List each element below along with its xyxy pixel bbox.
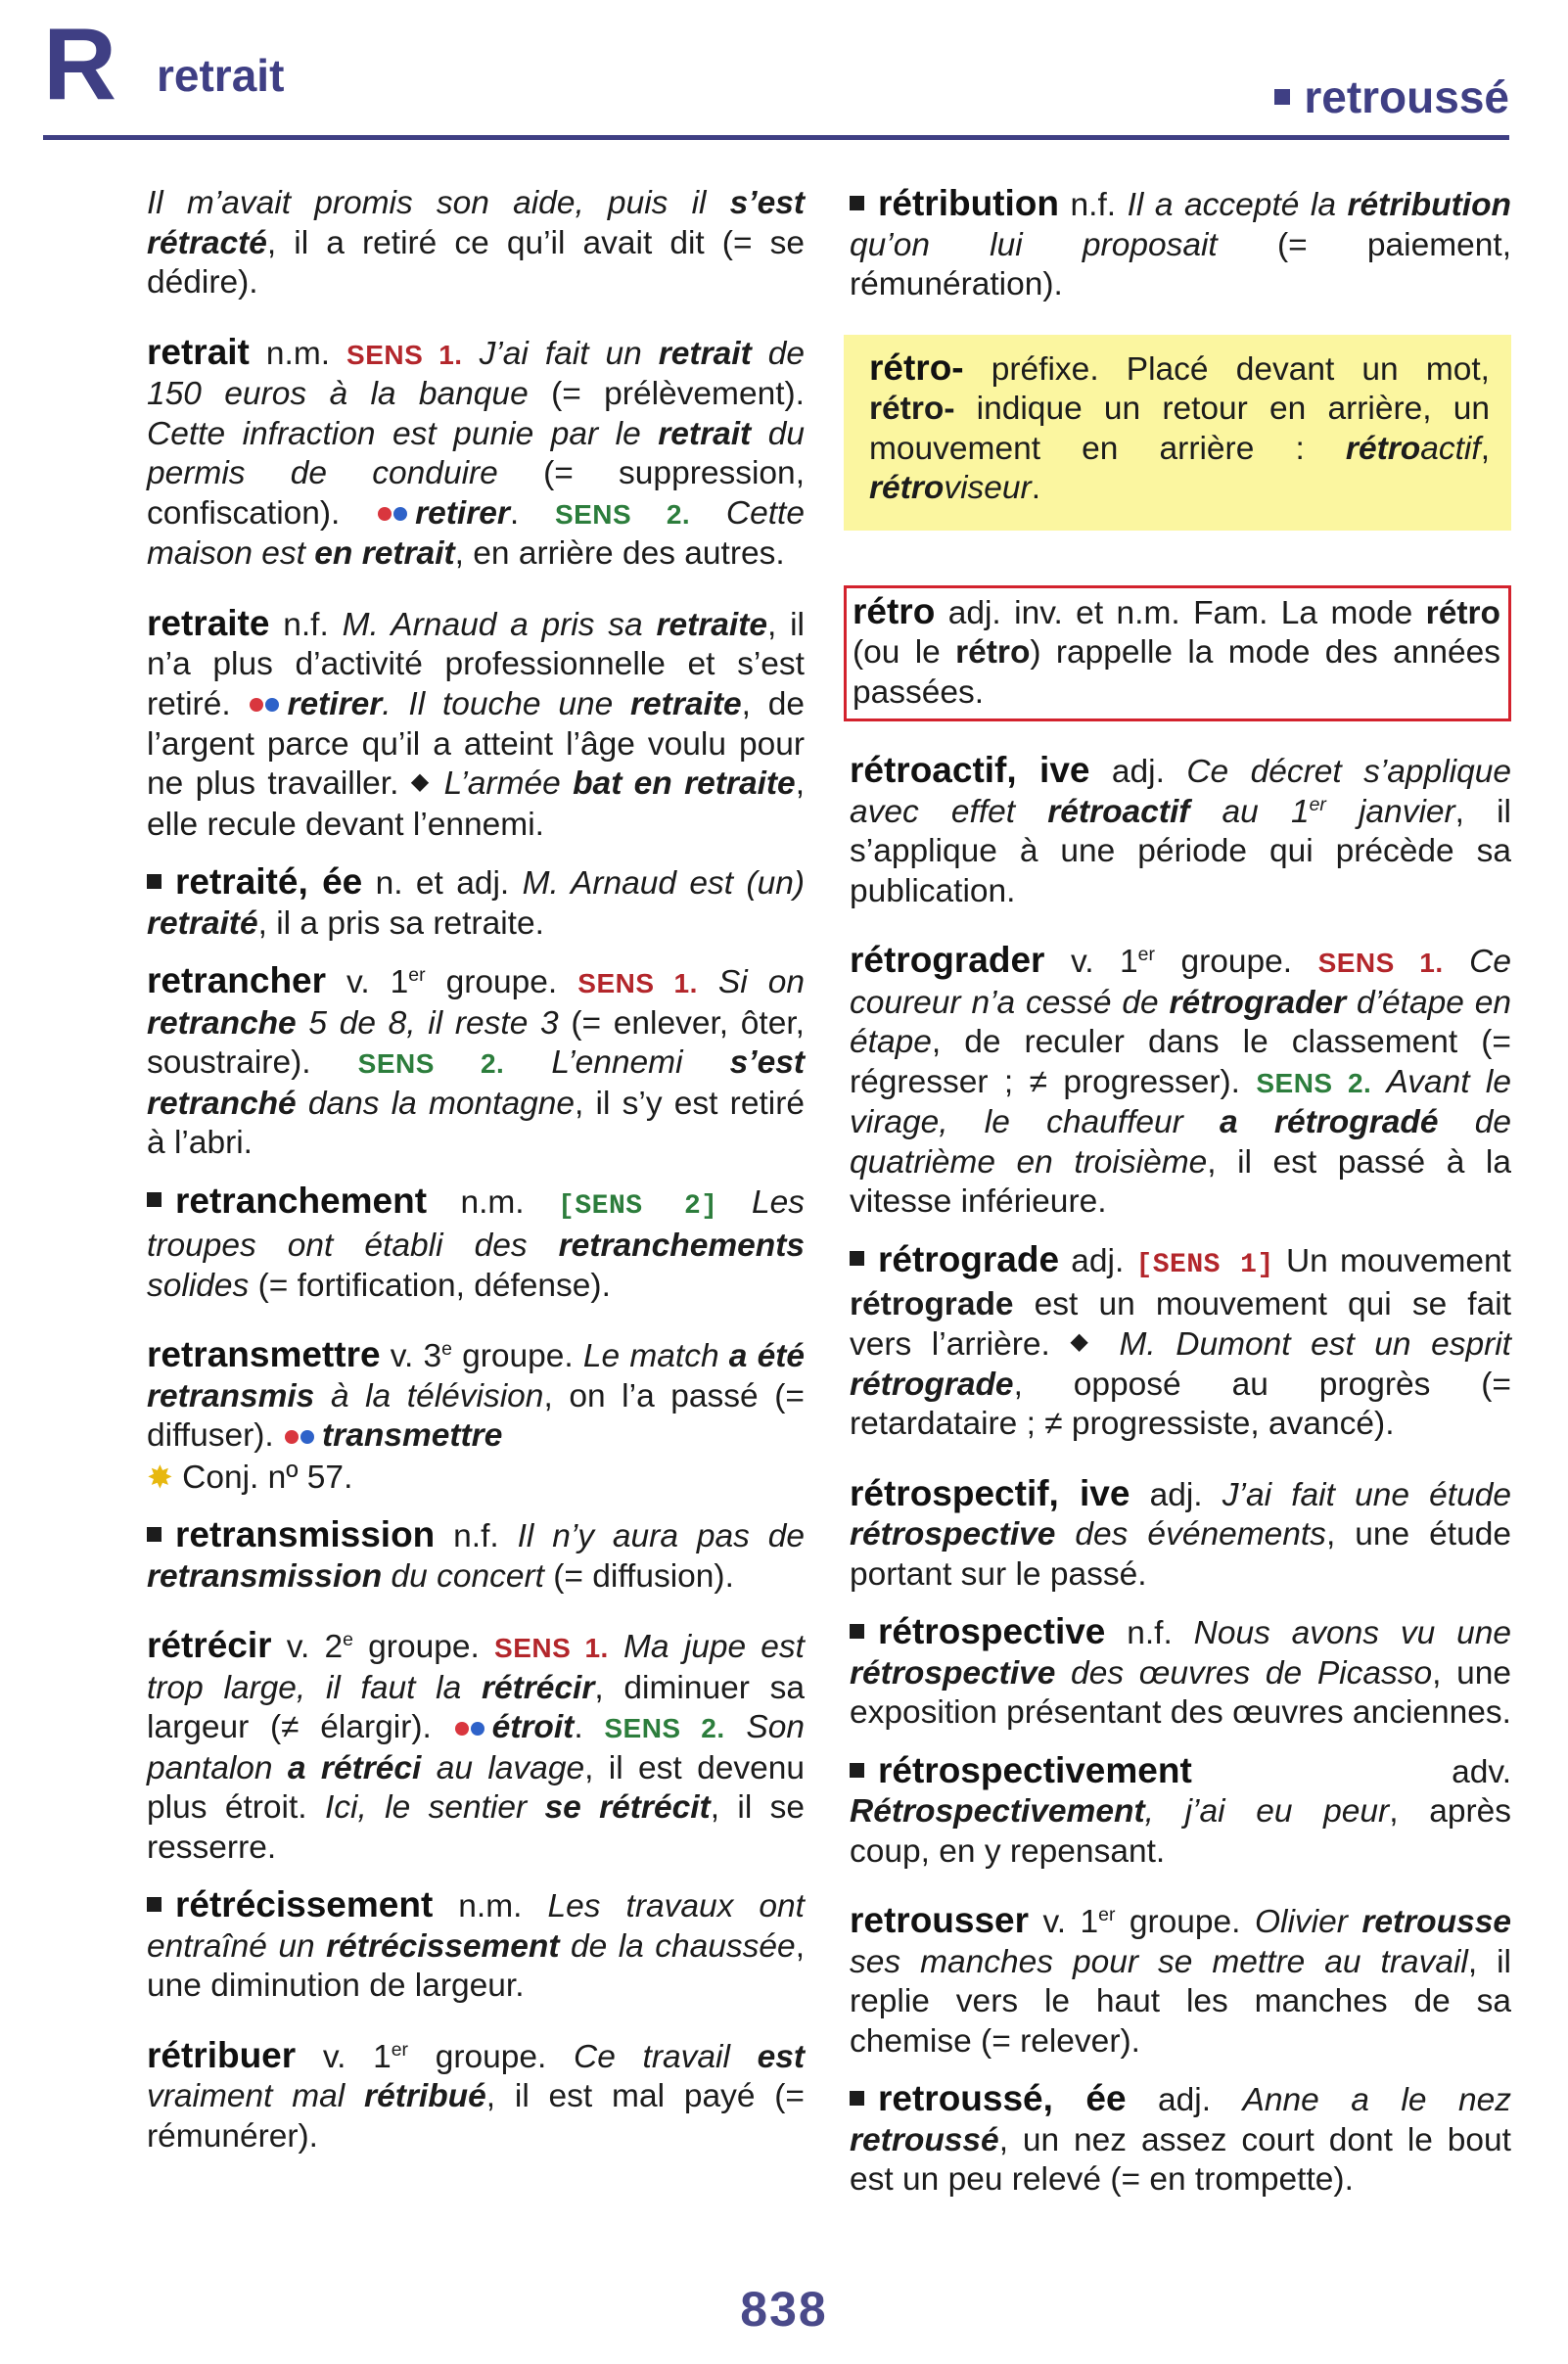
definition-text: , il se resserre.: [147, 1789, 805, 1866]
example-keyword: retrait: [658, 335, 752, 372]
example-text: Le match: [582, 1338, 729, 1375]
entry-retranchement: [147, 1182, 805, 1307]
example-keyword: rétrospective: [850, 1516, 1056, 1553]
entry-retrospectivement: [850, 1751, 1511, 1873]
definition-text: , de l’argent parce qu’il a atteint l’âge voulu pour ne plus travailler.: [147, 685, 805, 803]
definition-text: , un nez assez court dont le bout est un peu relevé (= en trompette).: [850, 2121, 1511, 2199]
square-bullet-icon: [147, 1897, 161, 1912]
example-text: Ma jupe est trop large, il faut la: [147, 1629, 805, 1706]
sense-label: SENS 2.: [604, 1713, 725, 1744]
example-keyword: rétrécissement: [326, 1927, 560, 1965]
entry-retrousser: [850, 1901, 1511, 2062]
page-header: [0, 0, 1568, 157]
example-keyword: rétribué: [364, 2078, 486, 2115]
grammar-label: v. 1: [296, 2038, 392, 2075]
grammar-label: n.m.: [249, 335, 347, 372]
grammar-label: groupe.: [451, 1338, 583, 1375]
entry-retribuer: [147, 2036, 805, 2157]
example-text: d’étape en étape: [850, 984, 1511, 1060]
grammar-label: adj.: [1059, 1242, 1136, 1279]
headword: rétro: [853, 590, 936, 631]
sense-label: [SENS 1]: [1135, 1249, 1274, 1280]
example-keyword: rétrécir: [481, 1669, 595, 1706]
left-column: [147, 184, 805, 2186]
example-keyword: bat en retraite: [573, 765, 796, 803]
example-text: L’ennemi: [504, 1044, 730, 1082]
example-keyword: retrait: [658, 415, 752, 452]
example-text: à la télévision: [314, 1377, 544, 1414]
definition-text: adj. inv. et n.m. Fam. La mode: [935, 594, 1426, 631]
entry-retribution: [850, 184, 1511, 305]
headword: rétroactif, ive: [850, 750, 1090, 790]
cross-reference-word[interactable]: étroit: [491, 1709, 575, 1746]
entry-retrecissement: [147, 1885, 805, 2007]
example-keyword: rétrograder: [1169, 984, 1347, 1021]
prefix-note-box: [844, 335, 1511, 531]
cross-reference-icon: [285, 1414, 316, 1455]
definition-text: , après coup, en y repensant.: [850, 1793, 1511, 1870]
example-text: du concert: [382, 1557, 544, 1595]
entry-retrait: [147, 333, 805, 575]
example-text: J’ai fait un: [462, 335, 659, 372]
example-text: au 1: [1189, 793, 1310, 830]
grammar-label: n. et adj.: [362, 865, 523, 903]
square-bullet-icon: [147, 1527, 161, 1542]
example-keyword: s’est rétracté: [147, 185, 805, 261]
example-keyword: rétribution: [1347, 187, 1511, 223]
example-text: de quatrième en troisième: [850, 1104, 1511, 1181]
headword: retranchement: [175, 1180, 428, 1221]
diamond-icon: ◆: [1070, 1328, 1099, 1356]
example-keyword: retransmission: [147, 1557, 383, 1595]
entry-continuation: [147, 184, 805, 303]
sense-label: SENS 2.: [1256, 1067, 1372, 1098]
definition-text: , en arrière des autres.: [454, 535, 785, 572]
definition-text: (ou le: [853, 634, 956, 671]
header-last-word: [1274, 70, 1509, 123]
example-text: dans la montagne: [296, 1085, 576, 1122]
headword: retransmission: [175, 1514, 436, 1555]
superscript: e: [441, 1338, 452, 1361]
example-text: des événements: [1055, 1516, 1326, 1553]
grammar-label: groupe.: [352, 1629, 495, 1666]
entry-retransmettre: [147, 1335, 805, 1498]
square-bullet-icon: [850, 1763, 864, 1778]
sense-label: SENS 1.: [494, 1633, 609, 1664]
grammar-label: n.m.: [427, 1183, 559, 1221]
grammar-label: v. 1: [326, 964, 409, 1001]
superscript: er: [408, 964, 426, 987]
header-rule: [43, 135, 1509, 140]
definition-text: , il a pris sa retraite.: [257, 904, 544, 942]
example-keyword: retroussé: [850, 2121, 999, 2158]
example-text: viseur: [944, 470, 1032, 506]
example-text: , j’ai eu peur: [1144, 1793, 1390, 1831]
example-keyword: retranchements: [558, 1228, 805, 1265]
grammar-label: v. 1: [1044, 944, 1138, 980]
right-column: [850, 184, 1511, 2230]
definition-text: , une diminution de largeur.: [147, 1927, 805, 2005]
sense-label: SENS 1.: [577, 968, 698, 999]
headword: rétrospectivement: [878, 1749, 1192, 1790]
definition-text: , il est passé à la vitesse inférieure.: [850, 1143, 1511, 1220]
headword: rétro-: [869, 347, 964, 388]
example-keyword: rétrograde: [850, 1286, 1014, 1322]
example-text: M. Dumont est un esprit: [1099, 1325, 1511, 1363]
example-keyword: rétro: [955, 634, 1031, 671]
example-text: L’armée: [432, 765, 574, 803]
example-keyword: rétro-: [869, 391, 955, 427]
entry-retraite: [147, 604, 805, 846]
example-keyword: retrousse: [1361, 1904, 1511, 1941]
entry-retrograde: [850, 1240, 1511, 1445]
definition-text: (= diffusion).: [543, 1557, 734, 1595]
definition-text: , il s’y est retiré à l’abri.: [147, 1085, 805, 1162]
headword: retransmettre: [147, 1334, 381, 1375]
superscript: er: [1137, 943, 1155, 965]
grammar-label: n.f.: [435, 1518, 518, 1555]
sense-label: [SENS 2]: [558, 1190, 718, 1222]
example-text: solides: [147, 1267, 250, 1304]
example-keyword: retraité: [147, 904, 258, 942]
example-text: Il a accepté la: [1127, 187, 1348, 223]
example-keyword: rétro: [869, 470, 945, 506]
definition-text: ,: [1480, 430, 1490, 467]
grammar-label: adj.: [1089, 754, 1187, 790]
definition-text: , une étude portant sur le passé.: [850, 1516, 1511, 1593]
example-text: Ici, le sentier: [324, 1789, 545, 1827]
example-text: M. Arnaud a pris sa: [342, 606, 657, 643]
headword: rétrograde: [878, 1238, 1060, 1279]
definition-text: .: [574, 1709, 605, 1746]
example-keyword: est: [757, 2038, 805, 2075]
example-keyword: se rétrécit: [544, 1789, 711, 1827]
superscript: er: [391, 2038, 409, 2061]
example-text: actif: [1420, 430, 1481, 467]
headword: rétrograder: [850, 940, 1045, 980]
section-letter: R: [43, 8, 117, 121]
headword: rétribution: [878, 183, 1059, 223]
definition-text: (= fortification, défense).: [249, 1267, 611, 1304]
example-text: janvier: [1325, 793, 1455, 830]
definition-text: (= suppression, confiscation).: [147, 455, 805, 532]
headword: retraité, ée: [175, 861, 363, 903]
highlighted-entry-retro: [844, 585, 1511, 722]
example-text: Avant le virage, le chauffeur: [850, 1063, 1511, 1140]
grammar-label: groupe.: [1154, 944, 1318, 980]
cross-reference-word[interactable]: retirer: [415, 494, 510, 532]
definition-text: (= enlever, ôter, soustraire).: [147, 1004, 805, 1082]
definition-text: .: [509, 494, 555, 532]
definition-text: , il est mal payé (= rémunérer).: [147, 2078, 805, 2155]
example-keyword: a rétréci: [287, 1749, 422, 1786]
definition-text: , de reculer dans le classement (= régresser ; ≠ progresser).: [850, 1024, 1511, 1100]
headword: rétrécir: [147, 1625, 272, 1666]
definition-text: , il s’applique à une période qui précède sa publication.: [850, 793, 1511, 909]
header-last-word-text: retroussé: [1304, 71, 1509, 122]
grammar-label: adv.: [1191, 1753, 1511, 1790]
grammar-label: adj.: [1130, 1476, 1222, 1513]
entry-retrecir: [147, 1626, 805, 1868]
definition-text: , une exposition présentant des œuvres anciennes.: [850, 1654, 1511, 1732]
example-text: M. Arnaud est (un): [522, 865, 805, 903]
headword: rétrécissement: [175, 1884, 434, 1925]
example-text: . Il touche une: [382, 685, 631, 722]
example-keyword: en retrait: [314, 535, 455, 572]
definition-text: préfixe. Placé devant un mot,: [963, 350, 1490, 388]
definition-text: , opposé au progrès (= retardataire ; ≠ progressiste, avancé).: [850, 1366, 1511, 1443]
entry-retraite-adj: [147, 862, 805, 944]
entry-retrospective: [850, 1612, 1511, 1734]
cross-reference-word[interactable]: retirer: [287, 685, 383, 722]
example-text: Les travaux ont entraîné un: [147, 1888, 805, 1965]
square-bullet-icon: [850, 1251, 864, 1266]
cross-reference-icon: [250, 682, 281, 722]
entry-retrograder: [850, 941, 1511, 1223]
header-first-word: retrait: [157, 50, 285, 101]
definition-text: , il a retiré ce qu’il avait dit (= se dédire).: [147, 224, 805, 301]
headword: rétrospectif, ive: [850, 1472, 1130, 1513]
diamond-icon: ◆: [410, 768, 433, 796]
example-text: de 150 euros à la banque: [147, 335, 805, 412]
headword: rétribuer: [147, 2034, 297, 2075]
example-keyword: a rétrogradé: [1220, 1104, 1439, 1140]
example-text: qu’on lui proposait: [850, 226, 1218, 263]
definition-text: , diminuer sa largeur (≠ élargir).: [147, 1669, 805, 1746]
cross-reference-word[interactable]: transmettre: [322, 1417, 503, 1455]
example-keyword: a été retransmis: [147, 1338, 805, 1414]
grammar-label: adj.: [1126, 2082, 1243, 2119]
headword: retrancher: [147, 960, 327, 1001]
square-bullet-icon: [1274, 89, 1290, 105]
headword: retrait: [147, 331, 250, 372]
grammar-label: groupe.: [1115, 1904, 1255, 1941]
cross-reference-icon: [378, 491, 409, 532]
example-text: Les troupes ont établi des: [147, 1183, 805, 1265]
example-keyword: retraite: [630, 685, 742, 722]
sense-label: SENS 2.: [357, 1048, 505, 1080]
square-bullet-icon: [850, 1624, 864, 1639]
example-keyword: rétro: [1425, 594, 1500, 631]
conjugation-ref[interactable]: Conj. nº 57.: [172, 1459, 353, 1496]
grammar-label: v. 3: [380, 1338, 442, 1375]
example-text: J’ai fait une étude: [1222, 1476, 1511, 1513]
example-keyword: rétrograde: [850, 1366, 1014, 1403]
sense-label: SENS 1.: [1317, 948, 1444, 978]
example-text: Il m’avait promis son aide, puis il: [147, 185, 730, 221]
sense-label: SENS 2.: [554, 498, 691, 530]
example-text: Ce décret s’applique avec effet: [850, 754, 1511, 830]
grammar-label: v. 2: [271, 1629, 344, 1666]
definition-text: indique un retour en arrière, un mouvement en arrière :: [869, 391, 1490, 467]
headword: rétrospective: [878, 1611, 1106, 1652]
example-text: Il n’y aura pas de: [517, 1518, 805, 1555]
headword: retroussé, ée: [878, 2078, 1127, 2119]
definition-text: , il replie vers le haut les manches de sa chemise (= relever).: [850, 1943, 1511, 2060]
example-text: Ce travail: [574, 2038, 758, 2075]
grammar-label: n.f.: [1105, 1615, 1194, 1652]
example-text: Son pantalon: [147, 1709, 806, 1786]
grammar-label: groupe.: [425, 964, 578, 1001]
grammar-label: n.f.: [269, 606, 343, 643]
definition-text: (= paiement, rémunération).: [850, 226, 1511, 302]
example-text: au lavage: [421, 1749, 585, 1786]
definition-text: , elle recule devant l’ennemi.: [147, 765, 805, 843]
definition-text: ) rappelle la mode des années passées.: [853, 634, 1500, 711]
example-text: de la chaussée: [559, 1927, 796, 1965]
example-keyword: Rétrospectivement: [850, 1793, 1145, 1831]
definition-text: Un mouvement: [1273, 1242, 1511, 1279]
grammar-label: groupe.: [408, 2038, 575, 2075]
example-keyword: retraite: [656, 606, 768, 643]
page-number: 838: [740, 2282, 828, 2337]
entry-retrospectif: [850, 1474, 1511, 1596]
example-keyword: retranche: [147, 1004, 297, 1042]
example-keyword: rétroactif: [1047, 793, 1190, 830]
example-text: ses manches pour se mettre au travail: [850, 1943, 1468, 1980]
square-bullet-icon: [850, 2091, 864, 2106]
superscript: er: [1309, 793, 1326, 815]
example-text: Olivier: [1254, 1904, 1362, 1941]
cross-reference-icon: [455, 1706, 486, 1746]
entry-retroactif: [850, 751, 1511, 911]
definition-text: .: [1031, 470, 1041, 506]
example-text: Cette maison est: [147, 494, 805, 572]
example-text: du permis de conduire: [147, 415, 805, 491]
entry-retransmission: [147, 1515, 805, 1597]
definition-text: (= prélèvement).: [528, 376, 805, 412]
superscript: er: [1098, 1904, 1116, 1926]
grammar-label: n.f.: [1058, 187, 1128, 223]
example-text: 5 de 8, il reste 3: [296, 1004, 559, 1042]
sense-label: SENS 1.: [346, 339, 463, 370]
headword: retrousser: [850, 1900, 1030, 1941]
example-text: Nous avons vu une: [1193, 1615, 1512, 1652]
definition-text: , il est devenu plus étroit.: [147, 1749, 805, 1827]
conjugation-icon: ✸: [147, 1459, 173, 1495]
grammar-label: v. 1: [1029, 1904, 1099, 1941]
entry-retrancher: [147, 961, 805, 1164]
example-keyword: s’est retranché: [147, 1044, 805, 1122]
example-text: Cette infraction est punie par le: [147, 415, 659, 452]
square-bullet-icon: [147, 1192, 161, 1207]
definition-text: , on l’a passé (= diffuser).: [147, 1377, 805, 1455]
example-text: vraiment mal: [147, 2078, 365, 2115]
definition-text: est un mouvement qui se fait vers l’arrière.: [850, 1286, 1511, 1363]
grammar-label: n.m.: [433, 1888, 548, 1925]
headword: retraite: [147, 602, 270, 643]
superscript: e: [343, 1629, 353, 1651]
definition-text: , il n’a plus d’activité professionnelle et s’est retiré.: [147, 606, 805, 722]
square-bullet-icon: [147, 874, 161, 889]
example-text: Si on: [697, 964, 805, 1001]
example-text: des œuvres de Picasso: [1055, 1654, 1433, 1692]
square-bullet-icon: [850, 196, 864, 210]
example-text: Anne a le nez: [1242, 2082, 1511, 2119]
example-keyword: rétro: [1345, 430, 1421, 467]
entry-retrousse: [850, 2079, 1511, 2201]
example-text: Ce coureur n’a cessé de: [850, 944, 1511, 1021]
example-keyword: rétrospective: [850, 1654, 1056, 1692]
